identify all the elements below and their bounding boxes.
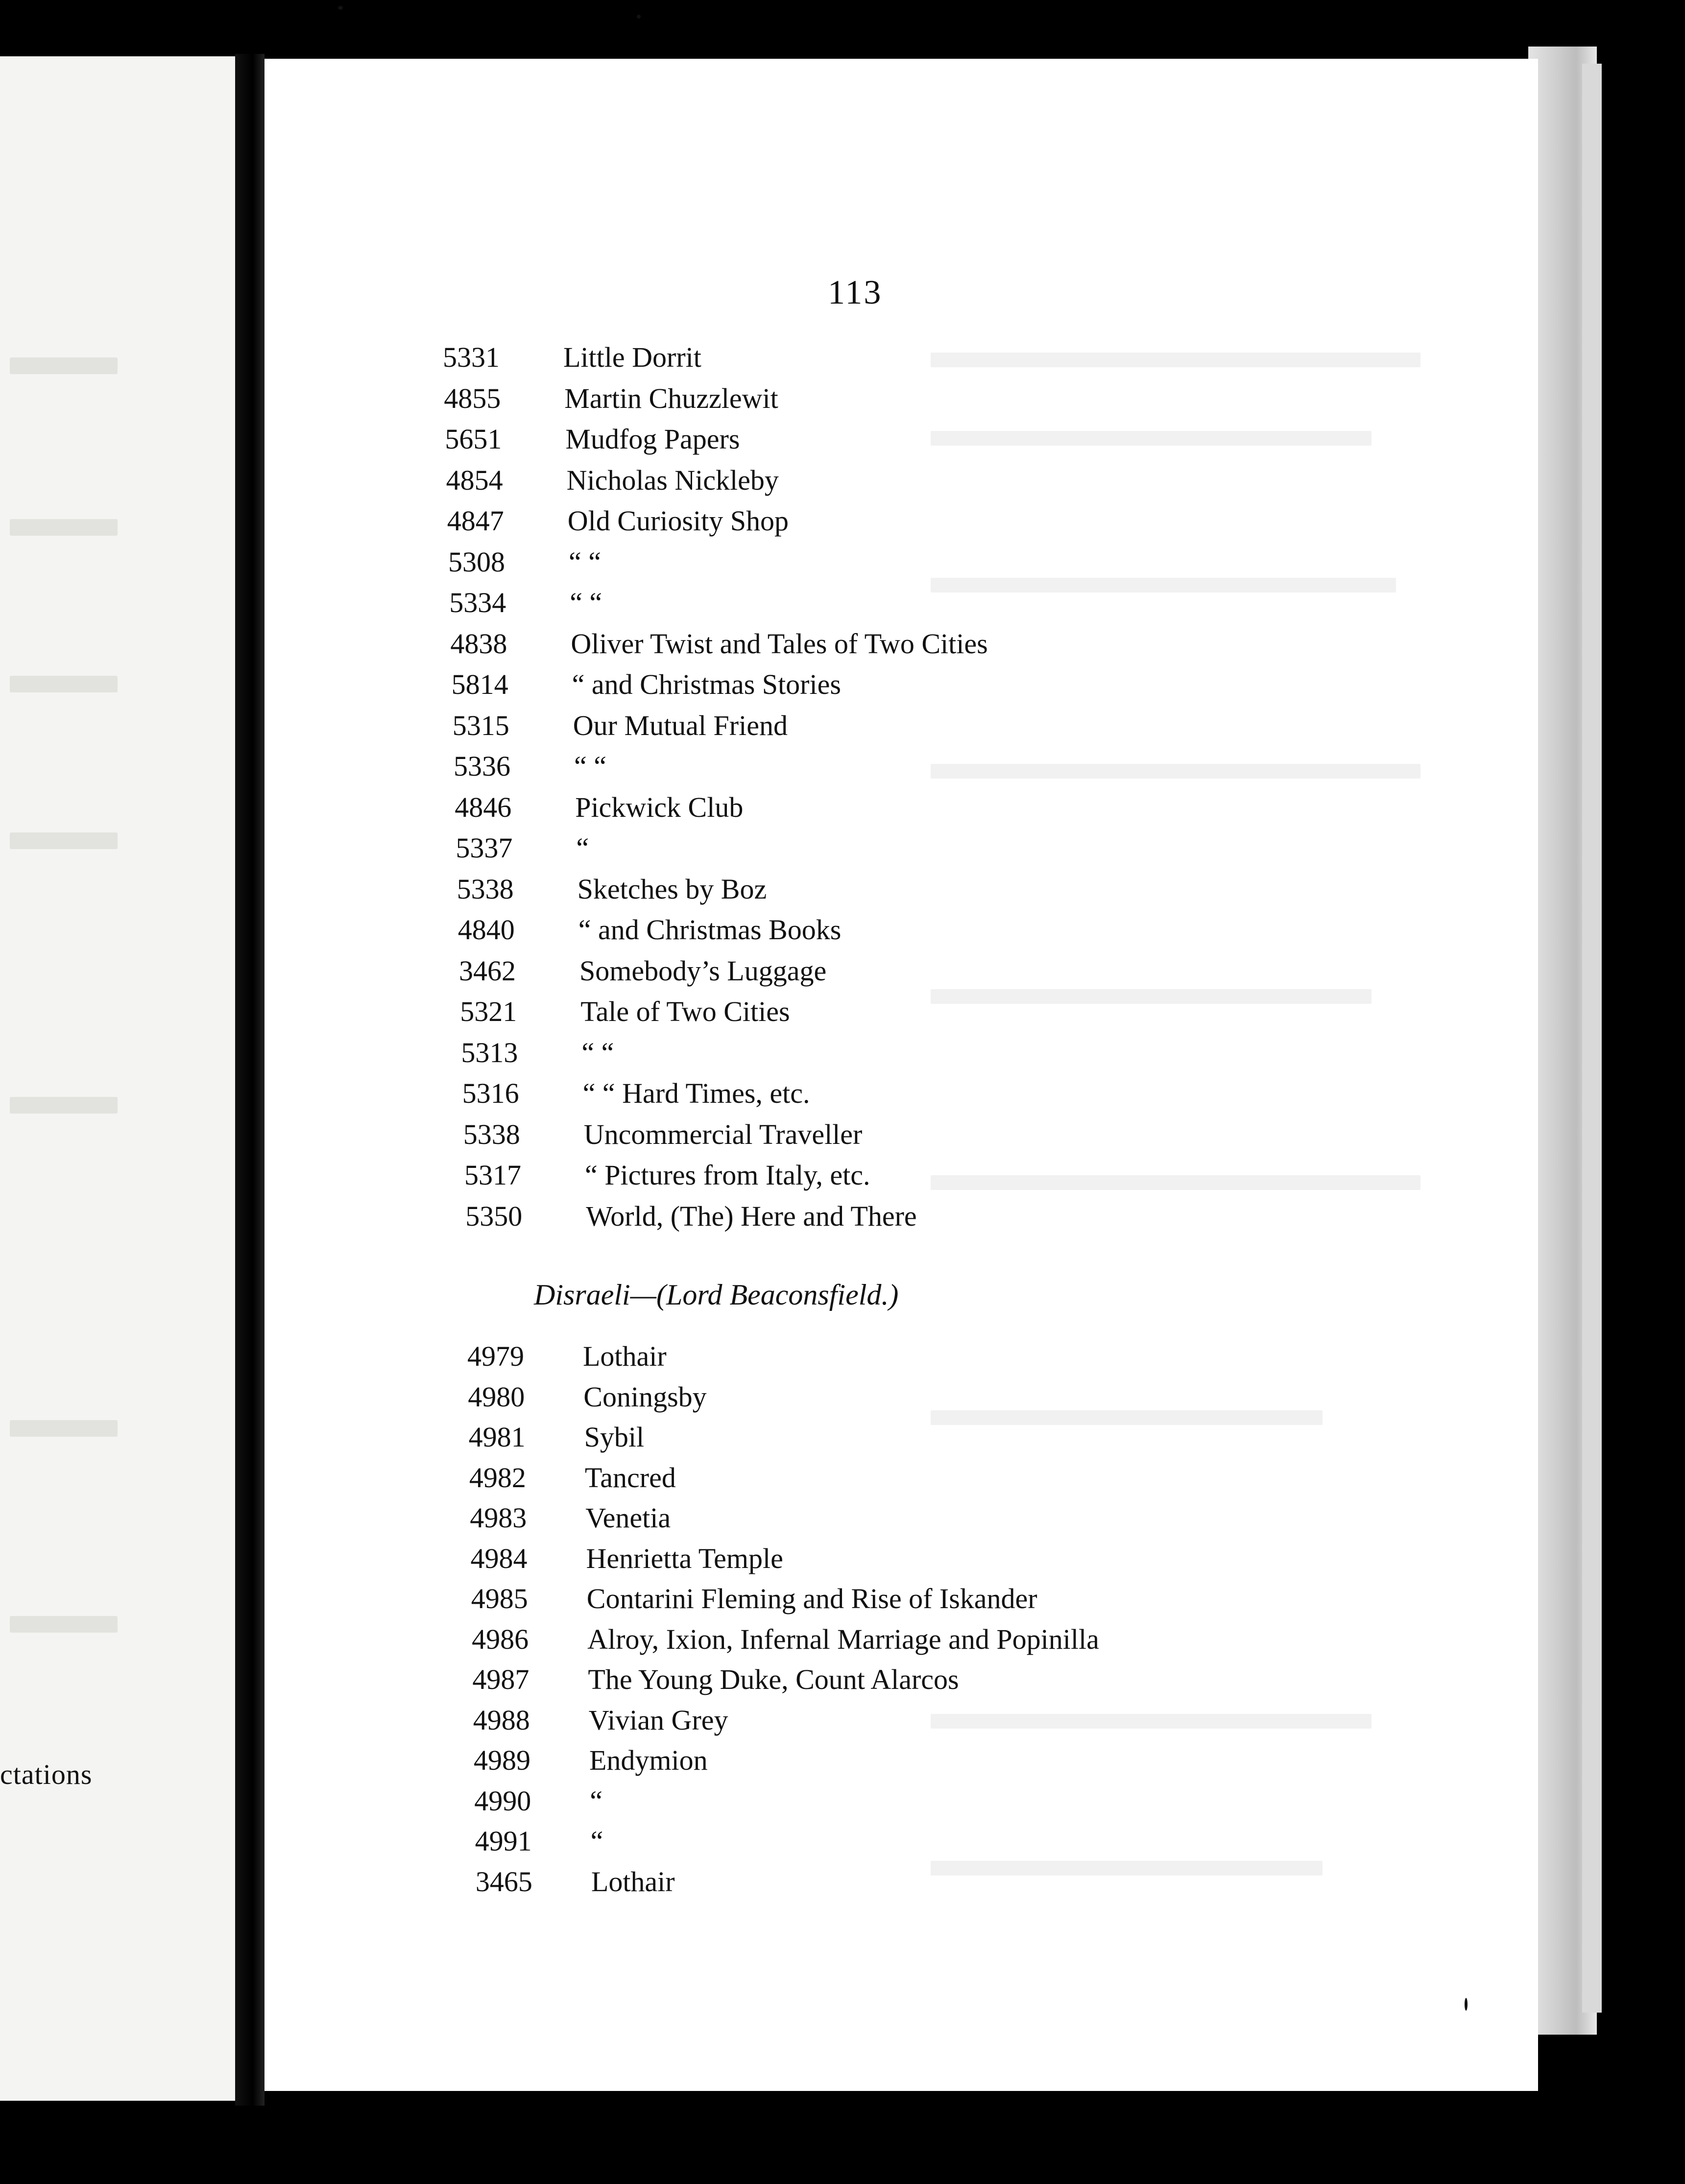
catalog-number: 4988 bbox=[473, 1704, 530, 1736]
book-title: “ bbox=[590, 1825, 603, 1857]
catalog-number: 4986 bbox=[472, 1623, 529, 1655]
book-title: “ and Christmas Books bbox=[578, 914, 842, 946]
book-title: Nicholas Nickleby bbox=[566, 464, 779, 496]
catalog-number: 3465 bbox=[475, 1865, 532, 1898]
list-item bbox=[416, 1337, 1396, 1376]
catalog-number: 5338 bbox=[457, 873, 514, 905]
list-item bbox=[395, 461, 1375, 500]
list-item bbox=[394, 420, 1373, 459]
book-title: Old Curiosity Shop bbox=[567, 505, 789, 537]
book-title: Oliver Twist and Tales of Two Cities bbox=[571, 627, 988, 660]
list-item bbox=[407, 910, 1387, 950]
book-title: “ bbox=[590, 1784, 603, 1817]
catalog-number: 4846 bbox=[455, 791, 512, 823]
catalog-number: 5315 bbox=[452, 709, 509, 741]
list-item bbox=[399, 624, 1379, 664]
list-item bbox=[406, 870, 1386, 909]
left-page-show-through bbox=[10, 357, 118, 374]
catalog-number: 5313 bbox=[461, 1036, 518, 1068]
catalog-number: 4987 bbox=[472, 1663, 530, 1695]
list-item bbox=[420, 1539, 1399, 1578]
left-page-show-through bbox=[10, 1097, 118, 1114]
book-title: Sybil bbox=[584, 1421, 645, 1453]
book-title: Tancred bbox=[584, 1461, 676, 1494]
list-item bbox=[418, 1418, 1397, 1457]
list-item bbox=[419, 1498, 1398, 1538]
catalog-number: 4984 bbox=[470, 1542, 528, 1574]
book-title: “ “ bbox=[570, 587, 602, 618]
catalog-number: 4985 bbox=[471, 1583, 528, 1614]
list-item bbox=[401, 665, 1380, 704]
dust-speck bbox=[338, 6, 343, 10]
list-item bbox=[418, 1458, 1398, 1497]
book-gutter bbox=[235, 54, 265, 2106]
list-item bbox=[397, 543, 1377, 582]
book-title: Vivian Grey bbox=[588, 1704, 728, 1736]
book-title: “ and Christmas Stories bbox=[572, 668, 841, 700]
catalog-number: 5331 bbox=[443, 341, 500, 373]
book-title: Mudfog Papers bbox=[565, 423, 740, 455]
book-title: World, (The) Here and There bbox=[586, 1200, 917, 1232]
list-item bbox=[393, 379, 1372, 418]
book-title: “ “ bbox=[574, 750, 606, 782]
book-title: Uncommercial Traveller bbox=[583, 1118, 863, 1150]
book-title: Contarini Fleming and Rise of Iskander bbox=[586, 1583, 1037, 1614]
list-item bbox=[425, 1862, 1404, 1901]
left-page-fragment: ctations bbox=[0, 1758, 93, 1790]
list-item bbox=[411, 1074, 1391, 1113]
list-item bbox=[421, 1660, 1401, 1699]
catalog-number: 4983 bbox=[470, 1502, 527, 1534]
left-page-show-through bbox=[10, 1420, 118, 1437]
list-item bbox=[423, 1741, 1402, 1780]
book-title: “ “ bbox=[569, 546, 601, 578]
list-item bbox=[423, 1781, 1403, 1821]
book-title: Lothair bbox=[583, 1340, 667, 1372]
catalog-number: 4990 bbox=[474, 1784, 531, 1817]
left-page-show-through bbox=[10, 519, 118, 536]
catalog-number: 5338 bbox=[463, 1118, 520, 1150]
book-title: Our Mutual Friend bbox=[573, 709, 788, 741]
catalog-number: 4855 bbox=[444, 382, 501, 414]
catalog-number: 4979 bbox=[467, 1340, 524, 1372]
catalog-number: 5321 bbox=[460, 996, 517, 1027]
list-item bbox=[424, 1822, 1404, 1861]
book-title: “ Pictures from Italy, etc. bbox=[585, 1159, 870, 1191]
catalog-number: 5814 bbox=[451, 668, 508, 700]
book-title: “ “ bbox=[581, 1036, 614, 1068]
catalog-number: 4840 bbox=[457, 914, 515, 946]
list-item bbox=[410, 1033, 1390, 1072]
catalog-number: 4991 bbox=[475, 1825, 532, 1857]
catalog-number: 3462 bbox=[459, 954, 516, 987]
book-title: The Young Duke, Count Alarcos bbox=[588, 1663, 959, 1695]
left-page-show-through bbox=[10, 1616, 118, 1633]
list-item bbox=[414, 1197, 1394, 1236]
book-title: Martin Chuzzlewit bbox=[564, 382, 778, 414]
list-item bbox=[398, 583, 1378, 622]
catalog-number: 4854 bbox=[446, 464, 503, 496]
catalog-number: 4847 bbox=[447, 505, 504, 537]
catalog-number: 4838 bbox=[450, 627, 507, 660]
catalog-number: 4980 bbox=[468, 1380, 525, 1413]
book-title: Henrietta Temple bbox=[586, 1542, 783, 1574]
catalog-number: 5337 bbox=[456, 832, 513, 864]
catalog-number: 5336 bbox=[454, 750, 510, 782]
list-item bbox=[392, 338, 1372, 377]
dust-speck bbox=[1465, 1998, 1468, 2011]
book-title: Endymion bbox=[589, 1744, 708, 1776]
catalog-number: 5317 bbox=[464, 1159, 521, 1191]
list-item bbox=[420, 1579, 1400, 1618]
dust-speck bbox=[637, 15, 641, 19]
catalog-number: 4981 bbox=[468, 1421, 526, 1453]
list-item bbox=[413, 1156, 1393, 1195]
book-title: Pickwick Club bbox=[575, 791, 744, 823]
catalog-number: 5308 bbox=[448, 546, 505, 578]
list-item bbox=[405, 829, 1384, 868]
list-item bbox=[421, 1620, 1400, 1659]
list-item bbox=[396, 501, 1376, 541]
list-item bbox=[402, 706, 1381, 745]
page-edges-inner bbox=[1582, 64, 1602, 2013]
catalog-number: 5350 bbox=[465, 1200, 523, 1232]
list-item bbox=[403, 747, 1382, 786]
book-title: Somebody’s Luggage bbox=[579, 954, 827, 987]
list-item bbox=[409, 992, 1389, 1031]
list-item bbox=[417, 1377, 1396, 1417]
left-page-show-through bbox=[10, 832, 118, 849]
catalog-number: 4982 bbox=[469, 1461, 526, 1494]
list-item bbox=[412, 1115, 1392, 1154]
section-heading: Disraeli—(Lord Beaconsfield.) bbox=[534, 1279, 899, 1311]
list-item bbox=[404, 788, 1383, 827]
catalog-number: 5316 bbox=[462, 1077, 519, 1109]
book-title: Lothair bbox=[591, 1865, 675, 1898]
list-item bbox=[408, 951, 1388, 991]
catalog-number: 5334 bbox=[449, 587, 506, 618]
left-page-show-through bbox=[10, 676, 118, 692]
book-title: Sketches by Boz bbox=[577, 873, 767, 905]
book-title: Alroy, Ixion, Infernal Marriage and Popinilla bbox=[587, 1623, 1099, 1655]
book-title: “ “ Hard Times, etc. bbox=[582, 1077, 810, 1109]
book-title: “ bbox=[576, 832, 589, 864]
book-title: Coningsby bbox=[583, 1380, 707, 1413]
catalog-number: 4989 bbox=[474, 1744, 530, 1776]
list-item bbox=[422, 1701, 1402, 1740]
catalog-number: 5651 bbox=[445, 423, 502, 455]
book-title: Tale of Two Cities bbox=[580, 996, 790, 1027]
page-number: 113 bbox=[828, 274, 883, 311]
book-title: Little Dorrit bbox=[563, 341, 701, 373]
book-title: Venetia bbox=[585, 1502, 671, 1534]
